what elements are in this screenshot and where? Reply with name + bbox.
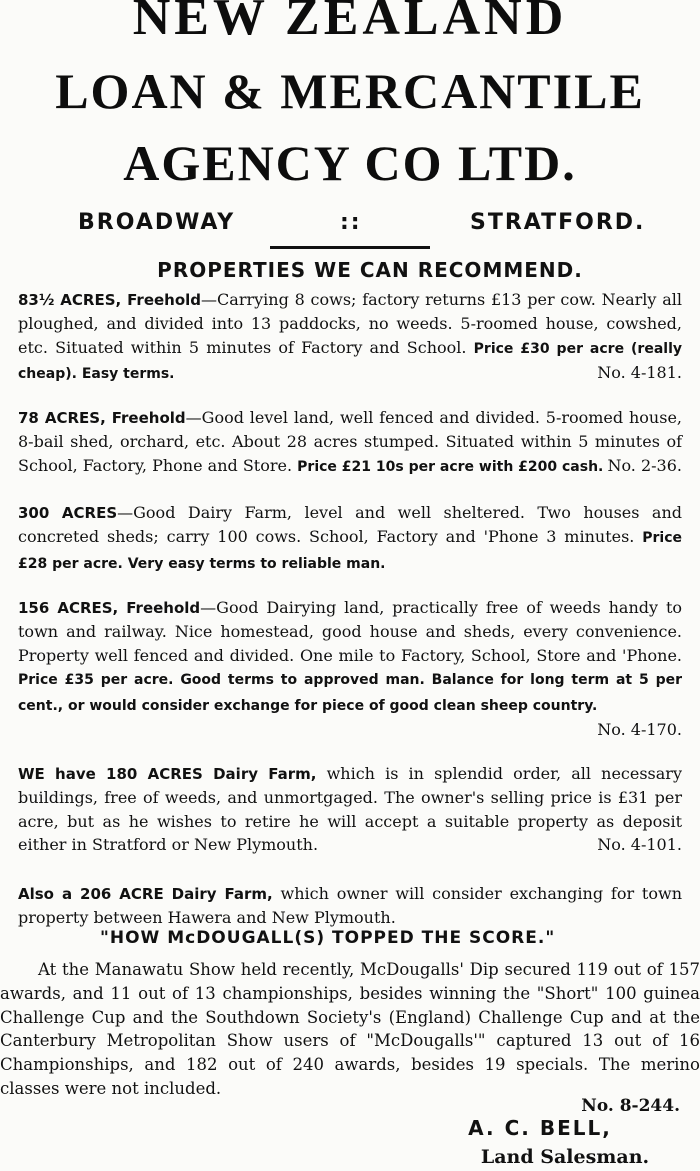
listing-lead: WE have 180 ACRES Dairy Farm, <box>18 765 317 783</box>
masthead-line-1: NEW ZEALAND <box>132 0 568 46</box>
masthead-line-3: AGENCY CO LTD. <box>123 135 577 191</box>
listing-text: which owner will consider exchanging for town property between Hawera and New Plymouth. <box>18 884 682 928</box>
listing-price: Price £35 per acre. Good terms to approved man. Balance for long term at 5 per cent., or would consider exchange for piece of good clean sheep country. <box>18 672 682 714</box>
listing-item <box>18 762 682 857</box>
listing-item <box>18 501 682 576</box>
listing-ref: No. 2-36. <box>607 455 682 475</box>
signature-name: A. C. BELL, <box>468 1116 612 1140</box>
story-ref: No. 8-244. <box>581 1096 680 1116</box>
properties-heading: PROPERTIES WE CAN RECOMMEND. <box>157 258 583 282</box>
listing-item <box>18 596 682 741</box>
listing-price: Price £28 per acre. Very easy terms to reliable man. <box>18 530 682 572</box>
listing-ref: No. 4-181. <box>597 363 682 383</box>
listing-text: which is in splendid order, all necessary buildings, free of weeds, and unmortgaged. The owner's selling price is £31 per acre, but as he wishes to retire he will accept a suitable property as deposit either in Stratford or New Plymouth. <box>18 764 682 855</box>
address-town: STRATFORD. <box>470 210 646 235</box>
address-street: BROADWAY <box>78 210 236 235</box>
listing-text: —Good level land, well fenced and divided. 5-roomed house, 8-bail shed, orchard, etc. About 28 acres stumped. Situated within 5 minutes of School, Factory, Phone and Store. <box>18 408 682 475</box>
listing-text: —Good Dairy Farm, level and well sheltered. Two houses and concreted sheds; carry 100 cows. School, Factory and 'Phone 3 minutes. <box>18 503 682 547</box>
listing-ref: No. 4-170. <box>597 720 682 740</box>
listing-text: —Good Dairying land, practically free of weeds handy to town and railway. Nice homestead, good house and sheds, every convenience. Property well fenced and divided. One mile to Factory, School, Store and 'Phone. <box>18 598 682 665</box>
signature-title: Land Salesman. <box>480 1146 650 1168</box>
listing-lead: 83½ ACRES, Freehold <box>18 291 202 309</box>
listing-item <box>18 288 682 387</box>
listing-item <box>18 882 682 930</box>
listing-price: Price £30 per acre (really cheap). Easy terms. <box>18 340 682 383</box>
divider-rule <box>270 246 430 249</box>
listing-ref: No. 4-101. <box>597 835 682 855</box>
story-body <box>0 958 700 1101</box>
listing-item <box>18 406 682 479</box>
listing-lead: Also a 206 ACRE Dairy Farm, <box>18 885 273 903</box>
listing-lead: 78 ACRES, Freehold <box>18 409 186 427</box>
listing-text: —Carrying 8 cows; factory returns £13 per cow. Nearly all ploughed, and divided into 13 paddocks, no weeds. 5-roomed house, cowshed, etc. Situated within 5 minutes of Factory and School. <box>18 290 682 357</box>
story-paragraph: At the Manawatu Show held recently, McDougalls' Dip secured 119 out of 157 awards, and 11 out of 13 championships, besides winning the "Short" 100 guinea Challenge Cup and the Southdown Society's (England) Challenge Cup and at the Canterbury Metropolitan Show users of "McDougalls'" captured 13 out of 16 Championships, and 182 out of 240 awards, besides 19 specials. The merino classes were not included. <box>0 960 700 1098</box>
listing-lead: 300 ACRES <box>18 504 118 522</box>
address-separator: :: <box>340 210 362 235</box>
masthead-line-2: LOAN & MERCANTILE <box>55 63 645 119</box>
story-headline: "HOW McDOUGALL(S) TOPPED THE SCORE." <box>100 928 556 948</box>
listing-lead: 156 ACRES, Freehold <box>18 599 201 617</box>
listing-price: Price £21 10s per acre with £200 cash. <box>297 458 604 475</box>
